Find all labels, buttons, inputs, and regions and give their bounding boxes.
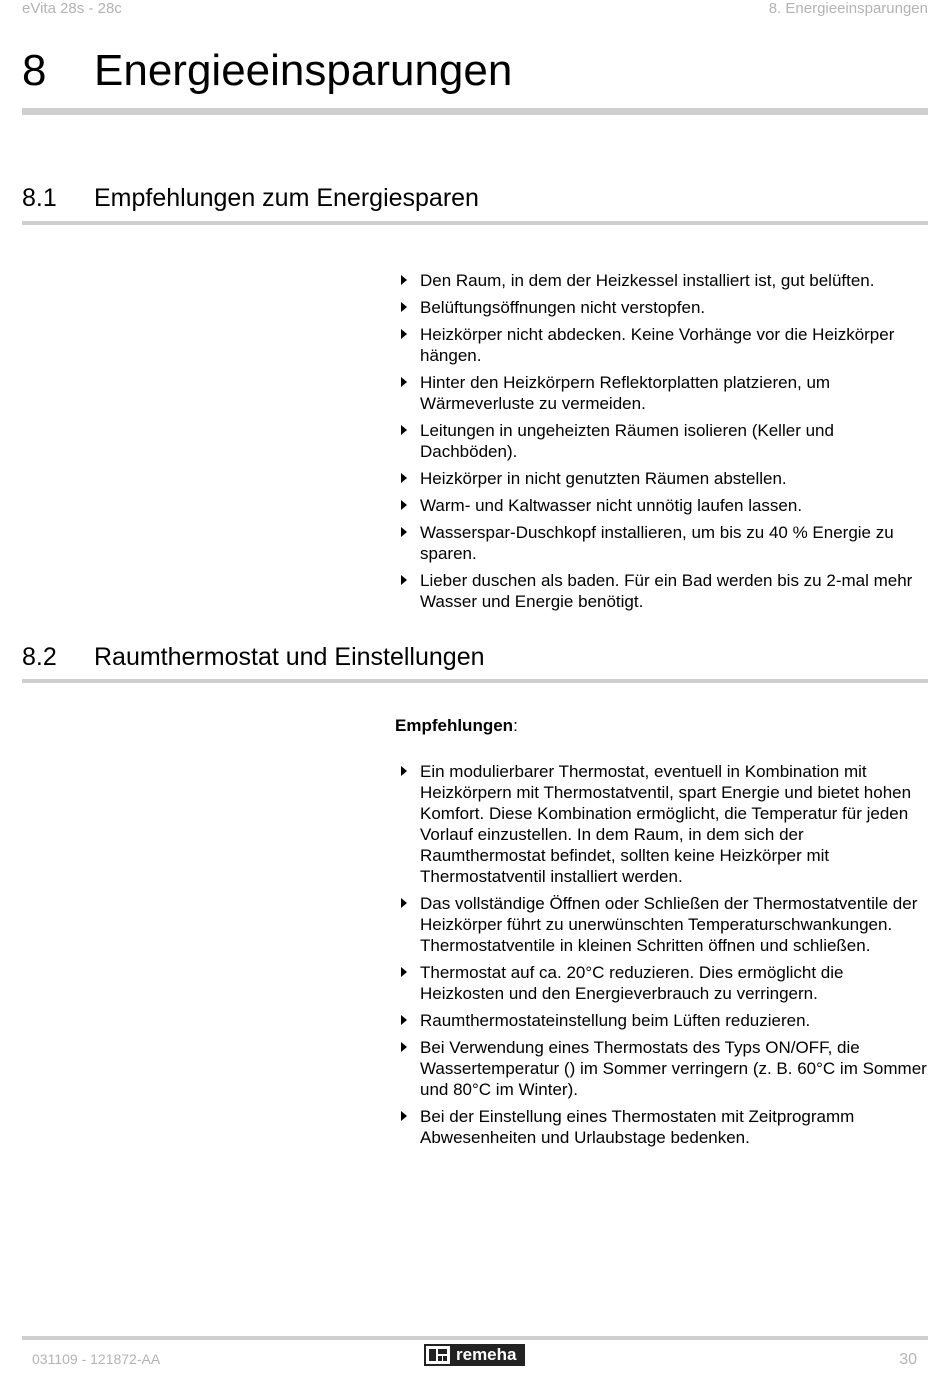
- list-item-text: Wasserspar-Duschkopf installieren, um bis zu 40 % Energie zu sparen.: [420, 523, 894, 563]
- list-item: [398, 570, 930, 612]
- running-header-left: eVita 28s - 28c: [22, 0, 122, 17]
- bullet-arrow-icon: [401, 1042, 407, 1052]
- list-item-text: Heizkörper in nicht genutzten Räumen abstellen.: [420, 469, 787, 488]
- footer-rule: [22, 1336, 928, 1340]
- list-item: [398, 297, 930, 318]
- list-item: [398, 1106, 930, 1148]
- bullet-arrow-icon: [401, 377, 407, 387]
- brand-name: remeha: [456, 1345, 517, 1364]
- chapter-heading: [22, 46, 512, 96]
- subheading-label: Empfehlungen: [395, 716, 514, 735]
- section-heading-1: [22, 184, 479, 213]
- bullet-arrow-icon: [401, 766, 407, 776]
- bullet-arrow-icon: [401, 500, 407, 510]
- section-title-1: Empfehlungen zum Energiesparen: [94, 184, 479, 212]
- remeha-logo: [424, 1344, 525, 1366]
- section-number-1: 8.1: [22, 184, 57, 212]
- list-item: [398, 761, 930, 887]
- list-item-text: Hinter den Heizkörpern Reflektorplatten platzieren, um Wärmeverluste zu vermeiden.: [420, 373, 831, 413]
- bullet-arrow-icon: [401, 575, 407, 585]
- list-item-text: Thermostat auf ca. 20°C reduzieren. Dies ermöglicht die Heizkosten und den Energieverbrauch zu verringern.: [420, 963, 844, 1003]
- list-item: [398, 372, 930, 414]
- list-item-text: Belüftungsöffnungen nicht verstopfen.: [420, 298, 706, 317]
- bullet-arrow-icon: [401, 425, 407, 435]
- section-heading-2: [22, 643, 485, 672]
- recommendation-list-2: [398, 761, 930, 1154]
- bullet-arrow-icon: [401, 967, 407, 977]
- running-header-right: 8. Energieeinsparungen: [768, 0, 928, 17]
- list-item: [398, 893, 930, 956]
- bullet-arrow-icon: [401, 473, 407, 483]
- section-rule-1: [22, 221, 928, 225]
- bullet-arrow-icon: [401, 275, 407, 285]
- list-item-text: Bei Verwendung eines Thermostats des Typs ON/OFF, die Wassertemperatur () im Sommer verringern (z. B. 60°C im Sommer und 80°C im Winter).: [420, 1038, 927, 1099]
- list-item-text: Leitungen in ungeheizten Räumen isolieren (Keller und Dachböden).: [420, 421, 834, 461]
- list-item-text: Ein modulierbarer Thermostat, eventuell in Kombination mit Heizkörpern mit Thermostatventil, spart Energie und bietet hohen Komfort. Diese Kombination ermöglicht, die Temperatur für jeden Vorlauf einzustellen. In dem Raum, in dem sich der Raumthermostat befindet, sollten keine Heizkörper mit Thermostatventil installiert werden.: [420, 762, 912, 886]
- chapter-title: Energieeinsparungen: [94, 46, 513, 95]
- list-item: [398, 270, 930, 291]
- section-rule-2: [22, 679, 928, 683]
- list-item: [398, 1010, 930, 1031]
- list-item: [398, 420, 930, 462]
- list-item-text: Raumthermostateinstellung beim Lüften reduzieren.: [420, 1011, 811, 1030]
- list-item: [398, 324, 930, 366]
- subheading-colon: :: [513, 716, 518, 735]
- bullet-arrow-icon: [401, 329, 407, 339]
- chapter-rule: [22, 108, 928, 115]
- list-item-text: Das vollständige Öffnen oder Schließen der Thermostatventile der Heizkörper führt zu unerwünschten Temperaturschwankungen. Thermostatventile in kleinen Schritten öffnen und schließen.: [420, 894, 918, 955]
- list-item-text: Lieber duschen als baden. Für ein Bad werden bis zu 2-mal mehr Wasser und Energie benötigt.: [420, 571, 913, 611]
- bullet-arrow-icon: [401, 898, 407, 908]
- page-number: 30: [899, 1351, 917, 1368]
- list-item-text: Den Raum, in dem der Heizkessel installiert ist, gut belüften.: [420, 271, 875, 290]
- list-item: [398, 1037, 930, 1100]
- list-item: [398, 962, 930, 1004]
- recommendation-list-1: [398, 270, 930, 618]
- list-item: [398, 495, 930, 516]
- list-item-text: Heizkörper nicht abdecken. Keine Vorhänge vor die Heizkörper hängen.: [420, 325, 895, 365]
- list-item-text: Bei der Einstellung eines Thermostaten mit Zeitprogramm Abwesenheiten und Urlaubstage bedenken.: [420, 1107, 855, 1147]
- recommendations-subheading: [395, 716, 518, 736]
- section-number-2: 8.2: [22, 643, 57, 671]
- list-item: [398, 468, 930, 489]
- document-code: 031109 - 121872-AA: [32, 1351, 161, 1367]
- bullet-arrow-icon: [401, 302, 407, 312]
- bullet-arrow-icon: [401, 527, 407, 537]
- bullet-arrow-icon: [401, 1015, 407, 1025]
- section-title-2: Raumthermostat und Einstellungen: [94, 643, 485, 671]
- list-item: [398, 522, 930, 564]
- chapter-number: 8: [22, 46, 47, 95]
- remeha-logo-icon: [426, 1346, 450, 1364]
- list-item-text: Warm- und Kaltwasser nicht unnötig laufen lassen.: [420, 496, 803, 515]
- bullet-arrow-icon: [401, 1111, 407, 1121]
